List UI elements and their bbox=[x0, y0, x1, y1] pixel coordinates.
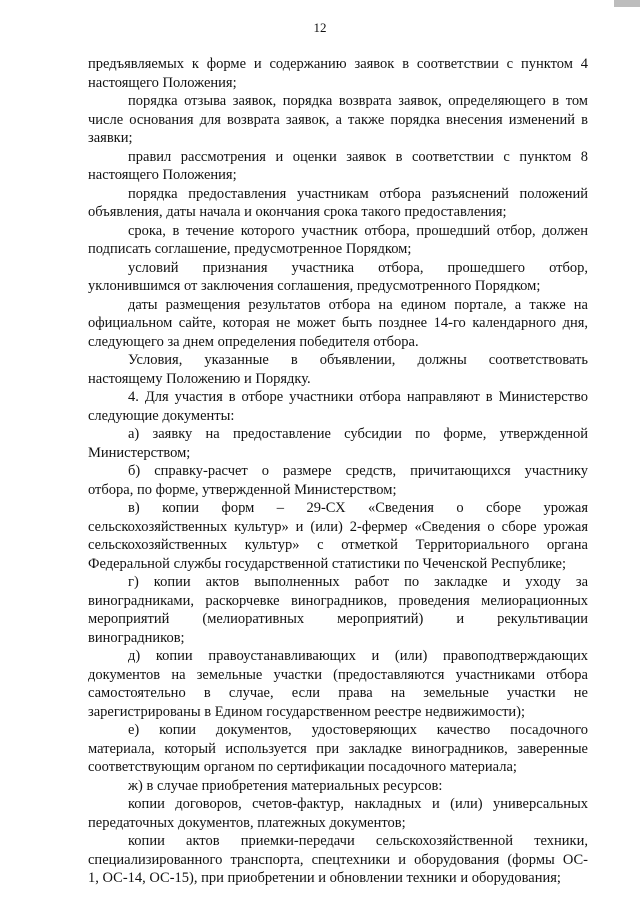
text-line: следующего за днем определения победителя отбора. bbox=[88, 333, 419, 350]
text-line: д) копии правоустанавливающих и (или) правоподтверждающих bbox=[128, 648, 588, 664]
text-line: материала, который используется при закладке виноградников, заверенные bbox=[88, 740, 588, 757]
paragraph bbox=[88, 777, 588, 796]
paragraph bbox=[88, 259, 588, 296]
text-line: правил рассмотрения и оценки заявок в соответствии с пунктом 8 bbox=[128, 148, 588, 165]
paragraph bbox=[88, 55, 588, 92]
text-line: соответствующим органом по сертификации посадочного материала; bbox=[88, 759, 517, 775]
paragraph bbox=[88, 795, 588, 832]
text-line: настоящего Положения; bbox=[88, 167, 237, 183]
text-line: передаточных документов, платежных документов; bbox=[88, 814, 406, 831]
text-line: даты размещения результатов отбора на едином портале, а также на bbox=[128, 296, 588, 313]
paragraph bbox=[88, 222, 588, 259]
paragraph bbox=[88, 462, 588, 499]
text-line: в) копии форм – 29-СХ «Сведения о сборе урожая bbox=[128, 500, 588, 516]
paragraph bbox=[88, 425, 588, 462]
paragraph bbox=[88, 499, 588, 573]
text-line: ж) в случае приобретения материальных ресурсов: bbox=[128, 777, 443, 794]
page-number: 12 bbox=[313, 20, 327, 35]
text-line: настоящему Положению и Порядку. bbox=[88, 370, 311, 387]
text-line: сельскохозяйственных культур» и (или) 2-фермер «Сведения о сборе урожая bbox=[88, 518, 588, 535]
text-line: б) справку-расчет о размере средств, причитающихся участнику bbox=[128, 463, 588, 479]
text-line: срока, в течение которого участник отбора, прошедший отбор, должен bbox=[128, 222, 588, 239]
text-line: Условия, указанные в объявлении, должны соответствовать bbox=[128, 352, 588, 368]
text-line: следующие документы: bbox=[88, 407, 235, 424]
text-line: зарегистрированы в Едином государственном реестре недвижимости); bbox=[88, 703, 526, 720]
text-line: числе основания для возврата заявок, а также порядка внесения изменений в bbox=[88, 111, 588, 128]
paragraph bbox=[88, 388, 588, 425]
text-line: официальном сайте, которая не может быть позднее 14-го календарного дня, bbox=[88, 315, 588, 331]
text-line: самостоятельно в случае, если права на земельные участки не bbox=[88, 685, 588, 701]
paragraph bbox=[88, 647, 588, 721]
text-line: копии актов приемки-передачи сельскохозяйственной техники, bbox=[128, 833, 588, 849]
text-line: а) заявку на предоставление субсидии по форме, утвержденной bbox=[128, 426, 588, 442]
text-line: уклонившимся от заключения соглашения, предусмотренного Порядком; bbox=[88, 278, 541, 294]
paragraph bbox=[88, 832, 588, 888]
text-line: сельскохозяйственных культур» с отметкой Территориального органа bbox=[88, 537, 588, 553]
scan-corner-mark bbox=[614, 0, 640, 7]
text-line: Федеральной службы государственной статистики по Чеченской Республике; bbox=[88, 555, 566, 572]
text-line: подписать соглашение, предусмотренное Порядком; bbox=[88, 241, 412, 257]
document-body bbox=[88, 55, 588, 888]
text-line: е) копии документов, удостоверяющих качество посадочного bbox=[128, 722, 588, 738]
text-line: отбора, по форме, утвержденной Министерством; bbox=[88, 481, 397, 498]
text-line: специализированного транспорта, спецтехники и оборудования (формы ОС- bbox=[88, 851, 588, 868]
paragraph bbox=[88, 92, 588, 148]
text-line: заявки; bbox=[88, 130, 133, 146]
paragraph bbox=[88, 296, 588, 352]
paragraph bbox=[88, 721, 588, 777]
text-line: документов на земельные участки (предоставляются участниками отбора bbox=[88, 666, 588, 683]
text-line: порядка предоставления участникам отбора разъяснений положений bbox=[128, 185, 588, 202]
text-line: предъявляемых к форме и содержанию заявок в соответствии с пунктом 4 bbox=[88, 56, 588, 72]
text-line: объявления, даты начала и окончания срока такого предоставления; bbox=[88, 204, 507, 220]
paragraph bbox=[88, 351, 588, 388]
paragraph bbox=[88, 185, 588, 222]
text-line: копии договоров, счетов-фактур, накладных и (или) универсальных bbox=[128, 796, 588, 812]
paragraph bbox=[88, 573, 588, 647]
text-line: виноградниками, раскорчевке виноградников, проведения мелиорационных bbox=[88, 592, 588, 609]
text-line: порядка отзыва заявок, порядка возврата заявок, определяющего в том bbox=[128, 93, 588, 109]
text-line: 1, ОС-14, ОС-15), при приобретении и обновлении техники и оборудования; bbox=[88, 870, 561, 886]
text-line: Министерством; bbox=[88, 444, 191, 461]
text-line: мероприятий (мелиоративных мероприятий) и рекультивации bbox=[88, 611, 588, 627]
text-line: виноградников; bbox=[88, 629, 185, 646]
text-line: условий признания участника отбора, прошедшего отбор, bbox=[128, 259, 588, 276]
text-line: г) копии актов выполненных работ по закладке и уходу за bbox=[128, 574, 588, 590]
text-line: 4. Для участия в отборе участники отбора направляют в Министерство bbox=[128, 389, 588, 405]
text-line: настоящего Положения; bbox=[88, 74, 237, 91]
paragraph bbox=[88, 148, 588, 185]
